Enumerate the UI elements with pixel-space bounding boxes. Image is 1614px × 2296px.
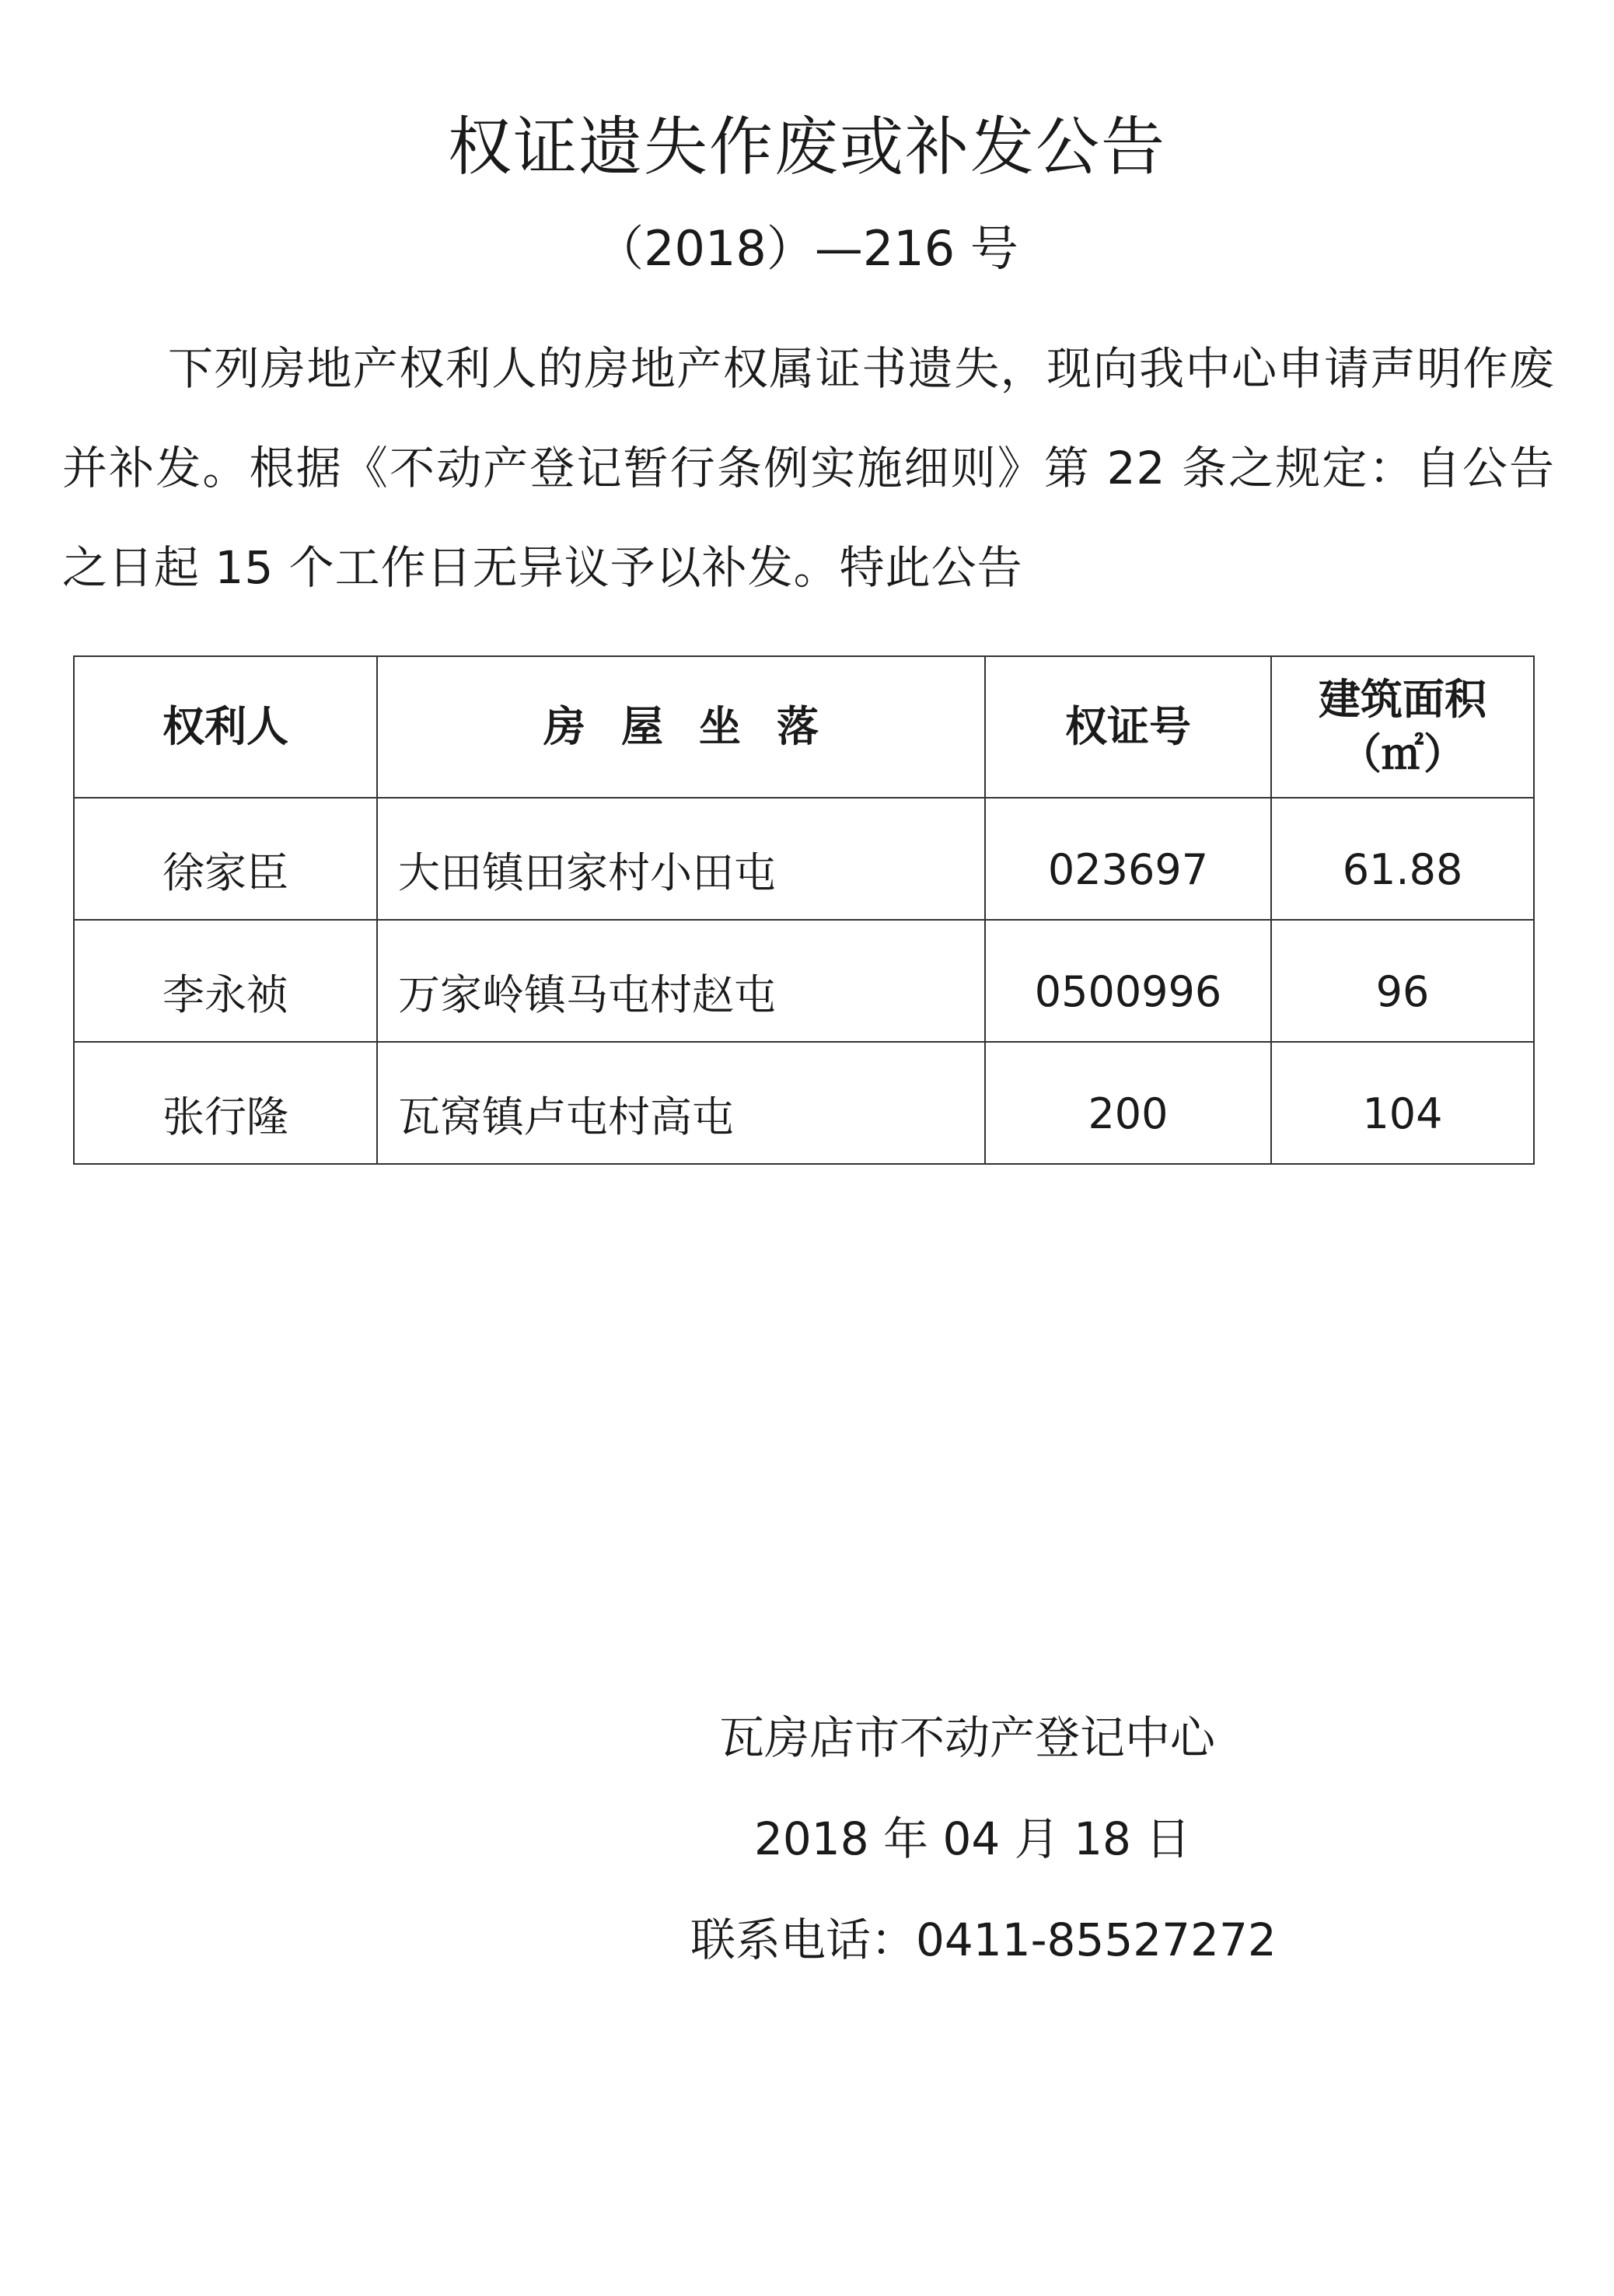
header-holder: 权利人 bbox=[74, 656, 377, 798]
notice-body: 下列房地产权利人的房地产权属证书遗失，现向我中心申请声明作废并补发。根据《不动产登记暂行条例实施细则》第 22 条之规定：自公告之日起 15 个工作日无异议予以补发。特此公告 bbox=[62, 342, 1555, 594]
header-area bbox=[1271, 656, 1534, 798]
table-header-row bbox=[74, 656, 1534, 798]
cell-holder: 徐家臣 bbox=[74, 798, 377, 920]
table-row bbox=[74, 798, 1534, 920]
organization-name: 瓦房店市不动产登记中心 bbox=[719, 1711, 1216, 1764]
cell-cert-no: 023697 bbox=[985, 798, 1271, 920]
cell-area: 96 bbox=[1271, 920, 1534, 1042]
cell-cert-no: 0500996 bbox=[985, 920, 1271, 1042]
header-area-unit: （㎡） bbox=[1340, 729, 1466, 778]
header-cert-no: 权证号 bbox=[985, 656, 1271, 798]
contact-phone: 联系电话：0411-85527272 bbox=[690, 1913, 1277, 1966]
cell-location: 大田镇田家村小田屯 bbox=[377, 798, 985, 920]
page-title: 权证遗失作废或补发公告 bbox=[447, 110, 1166, 184]
table-row bbox=[74, 1042, 1534, 1164]
header-area-label: 建筑面积 bbox=[1319, 675, 1486, 724]
cell-holder: 张行隆 bbox=[74, 1042, 377, 1164]
notice-table bbox=[73, 655, 1535, 1165]
header-location-label: 房屋坐落 bbox=[543, 702, 854, 751]
cell-cert-no: 200 bbox=[985, 1042, 1271, 1164]
issue-date: 2018 年 04 月 18 日 bbox=[754, 1812, 1191, 1865]
table-row bbox=[74, 920, 1534, 1042]
cell-location: 瓦窝镇卢屯村高屯 bbox=[377, 1042, 985, 1164]
header-location bbox=[377, 656, 985, 798]
cell-holder: 李永祯 bbox=[74, 920, 377, 1042]
cell-area: 61.88 bbox=[1271, 798, 1534, 920]
cell-location: 万家岭镇马屯村赵屯 bbox=[377, 920, 985, 1042]
cell-area: 104 bbox=[1271, 1042, 1534, 1164]
document-number: （2018）—216 号 bbox=[596, 220, 1018, 277]
